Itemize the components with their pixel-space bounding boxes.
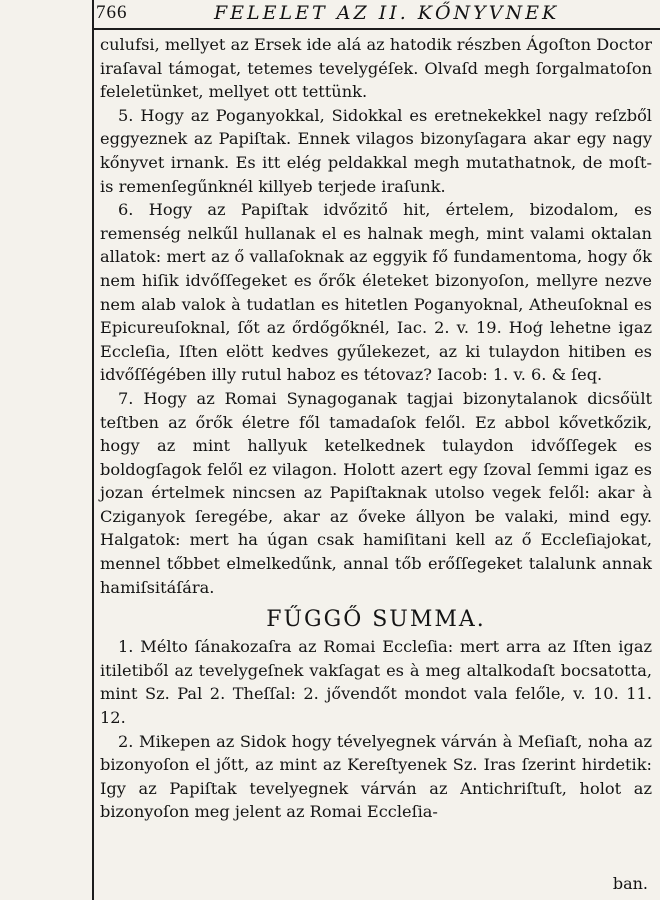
catchword: ban. <box>612 874 648 893</box>
summa-item-1: 1. Mélto ſánakozaſra az Romai Eccleſia: mert arra az Iſten igaz itiletiből az tevelygeſnek vakſagat es à meg altalkodaſt bocsatotta, mint Sz. Pal 2. Theſſal: 2. jővendőt mondot vala felőle, v. 10. 11. 12. <box>100 637 652 728</box>
page-number: 766 <box>96 2 128 23</box>
paragraph-continued: culufsi, mellyet az Ersek ide alá az hatodik részben Ágoſton Doctor iraſaval támogat, tetemes tevelygéſek. Olvaſd megh ſorgalmatoſon feleletünket, mellyet ott tettünk. <box>100 35 652 102</box>
paragraph-5: 5. Hogy az Poganyokkal, Sidokkal es eretnekekkel nagy reſzből eggyeznek az Papiſtak. Ennek vilagos bizonyſagara akar egy nagy kőnyvet irnank. Es itt elég peldakkal megh mutathatnok, de moſt-is remenſegűnknél killyeb terjede iraſunk. <box>100 105 652 196</box>
running-title: FELELET AZ II. KŐNYVNEK <box>214 2 560 24</box>
header-rule <box>92 28 660 30</box>
section-heading: FŰGGŐ SUMMA. <box>266 607 486 633</box>
page-body <box>100 33 652 824</box>
page-header <box>96 2 656 26</box>
left-rule <box>92 0 94 900</box>
paragraph-6: 6. Hogy az Papiſtak idvőzitő hit, értelem, bizodalom, es remenség nelkűl hullanak el es halnak megh, mint valami oktalan allatok: mert az ő vallaſoknak az eggyik fő fundamentoma, hogy ők nem hiſik idvőſſegeket es őrők életeket bizonyoſon, mellyre nezve nem alab valok à tudatlan es hitetlen Poganyoknal, Atheuſoknal es Epicureuſoknal, ſőt az őrdőgőknél, Iac. 2. v. 19. Hoģ lehetne igaz Eccleſia, Iſten elött kedves gyűlekezet, az ki tulaydon hitiben es idvőſſégében illy rutul haboz es tétovaz? Iacob: 1. v. 6. & ſeq. <box>100 200 652 385</box>
paragraph-7: 7. Hogy az Romai Synagoganak tagjai bizonytalanok dicsőült teſtben az őrők életre fől tamadaſok felől. Ez abbol kővetkőzik, hogy az mint hallyuk ketelkednek tulaydon idvőſſegek es boldogſagok felől ez vilagon. Holott azert egy ſzoval ſemmi igaz es jozan értelmek nincsen az Papiſtaknak utolso vegek felől: akar à Cziganyok ſeregébe, akar az őveke állyon be valaki, mind egy. Halgatok: mert ha úgan csak hamiſitani kell az ő Eccleſiajokat, mennel tőbbet elmelkedűnk, annal tőb erőſſegeket talalunk annak hamiſsitáſára. <box>100 388 652 597</box>
summa-item-2: 2. Mikepen az Sidok hogy tévelyegnek várván à Meſiaſt, noha az bizonyoſon el jőtt, az mint az Kereſtyenek Sz. Iras ſzerint hirdetik: Igy az Papiſtak tevelyegnek várván az Antichriſtuſt, holot az bizonyoſon meg jelent az Romai Eccleſia- <box>100 731 652 822</box>
